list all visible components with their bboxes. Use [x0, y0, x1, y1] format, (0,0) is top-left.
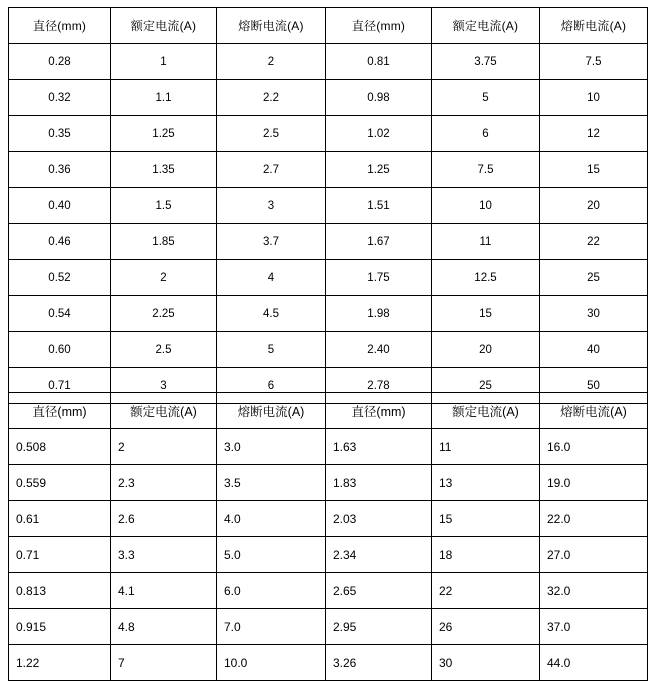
- table-cell: 4.0: [217, 501, 326, 537]
- table-cell: 15: [432, 296, 540, 332]
- table-cell: 26: [432, 609, 540, 645]
- table-row: [9, 188, 648, 224]
- table-cell: 0.98: [326, 80, 432, 116]
- table-cell: 7.5: [540, 44, 648, 80]
- table-cell: 6: [217, 368, 326, 404]
- table-cell: 0.508: [9, 429, 111, 465]
- table-cell: 10.0: [217, 645, 326, 681]
- table-cell: 22: [432, 573, 540, 609]
- column-header-rated-current-1: 额定电流(A): [111, 8, 217, 44]
- table-cell: 2.5: [217, 116, 326, 152]
- table-cell: 32.0: [540, 573, 648, 609]
- column-header-fusing-current-2: 熔断电流(A): [540, 393, 648, 429]
- table-cell: 0.915: [9, 609, 111, 645]
- table-cell: 2.65: [326, 573, 432, 609]
- table-cell: 0.52: [9, 260, 111, 296]
- table-cell: 1.51: [326, 188, 432, 224]
- table-cell: 30: [432, 645, 540, 681]
- table-cell: 11: [432, 429, 540, 465]
- table-cell: 20: [540, 188, 648, 224]
- table-cell: 25: [432, 368, 540, 404]
- table-row: [9, 537, 648, 573]
- table-cell: 6.0: [217, 573, 326, 609]
- table-cell: 12.5: [432, 260, 540, 296]
- table-header-row: [9, 393, 648, 429]
- table-cell: 30: [540, 296, 648, 332]
- table-cell: 19.0: [540, 465, 648, 501]
- table-cell: 2: [111, 260, 217, 296]
- table-cell: 0.32: [9, 80, 111, 116]
- table-cell: 4: [217, 260, 326, 296]
- table-cell: 1.98: [326, 296, 432, 332]
- table-cell: 3: [217, 188, 326, 224]
- table-cell: 20: [432, 332, 540, 368]
- table-cell: 1.35: [111, 152, 217, 188]
- table-cell: 0.71: [9, 537, 111, 573]
- table-cell: 4.8: [111, 609, 217, 645]
- column-header-diameter-1: 直径(mm): [9, 393, 111, 429]
- table-cell: 1.67: [326, 224, 432, 260]
- table-cell: 1.1: [111, 80, 217, 116]
- table-row: [9, 296, 648, 332]
- table-cell: 2: [217, 44, 326, 80]
- column-header-diameter-1: 直径(mm): [9, 8, 111, 44]
- table-cell: 6: [432, 116, 540, 152]
- table-row: [9, 332, 648, 368]
- table-cell: 2.7: [217, 152, 326, 188]
- table-cell: 2.95: [326, 609, 432, 645]
- table-cell: 16.0: [540, 429, 648, 465]
- wire-fuse-table-metric: [8, 7, 648, 404]
- table-cell: 13: [432, 465, 540, 501]
- table-row: [9, 152, 648, 188]
- table-row: [9, 44, 648, 80]
- table-cell: 1: [111, 44, 217, 80]
- column-header-diameter-2: 直径(mm): [326, 393, 432, 429]
- table-cell: 2.78: [326, 368, 432, 404]
- column-header-rated-current-2: 额定电流(A): [432, 8, 540, 44]
- table-cell: 25: [540, 260, 648, 296]
- table-cell: 1.75: [326, 260, 432, 296]
- column-header-rated-current-1: 额定电流(A): [111, 393, 217, 429]
- table-cell: 0.28: [9, 44, 111, 80]
- table-cell: 2.40: [326, 332, 432, 368]
- table-cell: 22: [540, 224, 648, 260]
- table-row: [9, 573, 648, 609]
- table-cell: 3.26: [326, 645, 432, 681]
- table-cell: 1.25: [326, 152, 432, 188]
- table-cell: 1.63: [326, 429, 432, 465]
- table-cell: 2.3: [111, 465, 217, 501]
- table-header-row: [9, 8, 648, 44]
- table-cell: 15: [432, 501, 540, 537]
- table-cell: 4.1: [111, 573, 217, 609]
- table-cell: 2.34: [326, 537, 432, 573]
- table-cell: 0.813: [9, 573, 111, 609]
- table-row: [9, 501, 648, 537]
- table-cell: 11: [432, 224, 540, 260]
- table-row: [9, 80, 648, 116]
- table-cell: 7: [111, 645, 217, 681]
- table-cell: 2: [111, 429, 217, 465]
- table-cell: 7.5: [432, 152, 540, 188]
- table-cell: 1.02: [326, 116, 432, 152]
- table-row: [9, 429, 648, 465]
- table-cell: 0.40: [9, 188, 111, 224]
- table-cell: 1.25: [111, 116, 217, 152]
- table-cell: 10: [540, 80, 648, 116]
- table-cell: 50: [540, 368, 648, 404]
- table-cell: 0.559: [9, 465, 111, 501]
- table-row: [9, 224, 648, 260]
- table-row: [9, 260, 648, 296]
- table-cell: 4.5: [217, 296, 326, 332]
- table-cell: 1.22: [9, 645, 111, 681]
- table-cell: 40: [540, 332, 648, 368]
- table-cell: 2.03: [326, 501, 432, 537]
- table-cell: 12: [540, 116, 648, 152]
- table-cell: 0.36: [9, 152, 111, 188]
- column-header-fusing-current-1: 熔断电流(A): [217, 8, 326, 44]
- column-header-fusing-current-2: 熔断电流(A): [540, 8, 648, 44]
- table-cell: 0.54: [9, 296, 111, 332]
- table-cell: 5.0: [217, 537, 326, 573]
- table-cell: 3.5: [217, 465, 326, 501]
- column-header-rated-current-2: 额定电流(A): [432, 393, 540, 429]
- table-cell: 44.0: [540, 645, 648, 681]
- table-cell: 7.0: [217, 609, 326, 645]
- table-cell: 2.5: [111, 332, 217, 368]
- table-cell: 1.5: [111, 188, 217, 224]
- table-cell: 37.0: [540, 609, 648, 645]
- table-row: [9, 465, 648, 501]
- table-cell: 0.71: [9, 368, 111, 404]
- table-cell: 0.61: [9, 501, 111, 537]
- table-cell: 2.25: [111, 296, 217, 332]
- table-cell: 1.83: [326, 465, 432, 501]
- table-cell: 0.46: [9, 224, 111, 260]
- table-row: [9, 116, 648, 152]
- table-cell: 3.3: [111, 537, 217, 573]
- column-header-fusing-current-1: 熔断电流(A): [217, 393, 326, 429]
- column-header-diameter-2: 直径(mm): [326, 8, 432, 44]
- table-cell: 5: [217, 332, 326, 368]
- table-cell: 0.81: [326, 44, 432, 80]
- table-cell: 5: [432, 80, 540, 116]
- table-cell: 3.7: [217, 224, 326, 260]
- table-cell: 18: [432, 537, 540, 573]
- table-cell: 10: [432, 188, 540, 224]
- wire-fuse-table-awg: [8, 392, 648, 681]
- table-cell: 1.85: [111, 224, 217, 260]
- table-cell: 3.75: [432, 44, 540, 80]
- table-cell: 2.6: [111, 501, 217, 537]
- table-cell: 2.2: [217, 80, 326, 116]
- table-cell: 22.0: [540, 501, 648, 537]
- table-cell: 0.60: [9, 332, 111, 368]
- table-row: [9, 645, 648, 681]
- table-cell: 27.0: [540, 537, 648, 573]
- table-cell: 3.0: [217, 429, 326, 465]
- table-cell: 15: [540, 152, 648, 188]
- table-cell: 0.35: [9, 116, 111, 152]
- table-cell: 3: [111, 368, 217, 404]
- table-row: [9, 609, 648, 645]
